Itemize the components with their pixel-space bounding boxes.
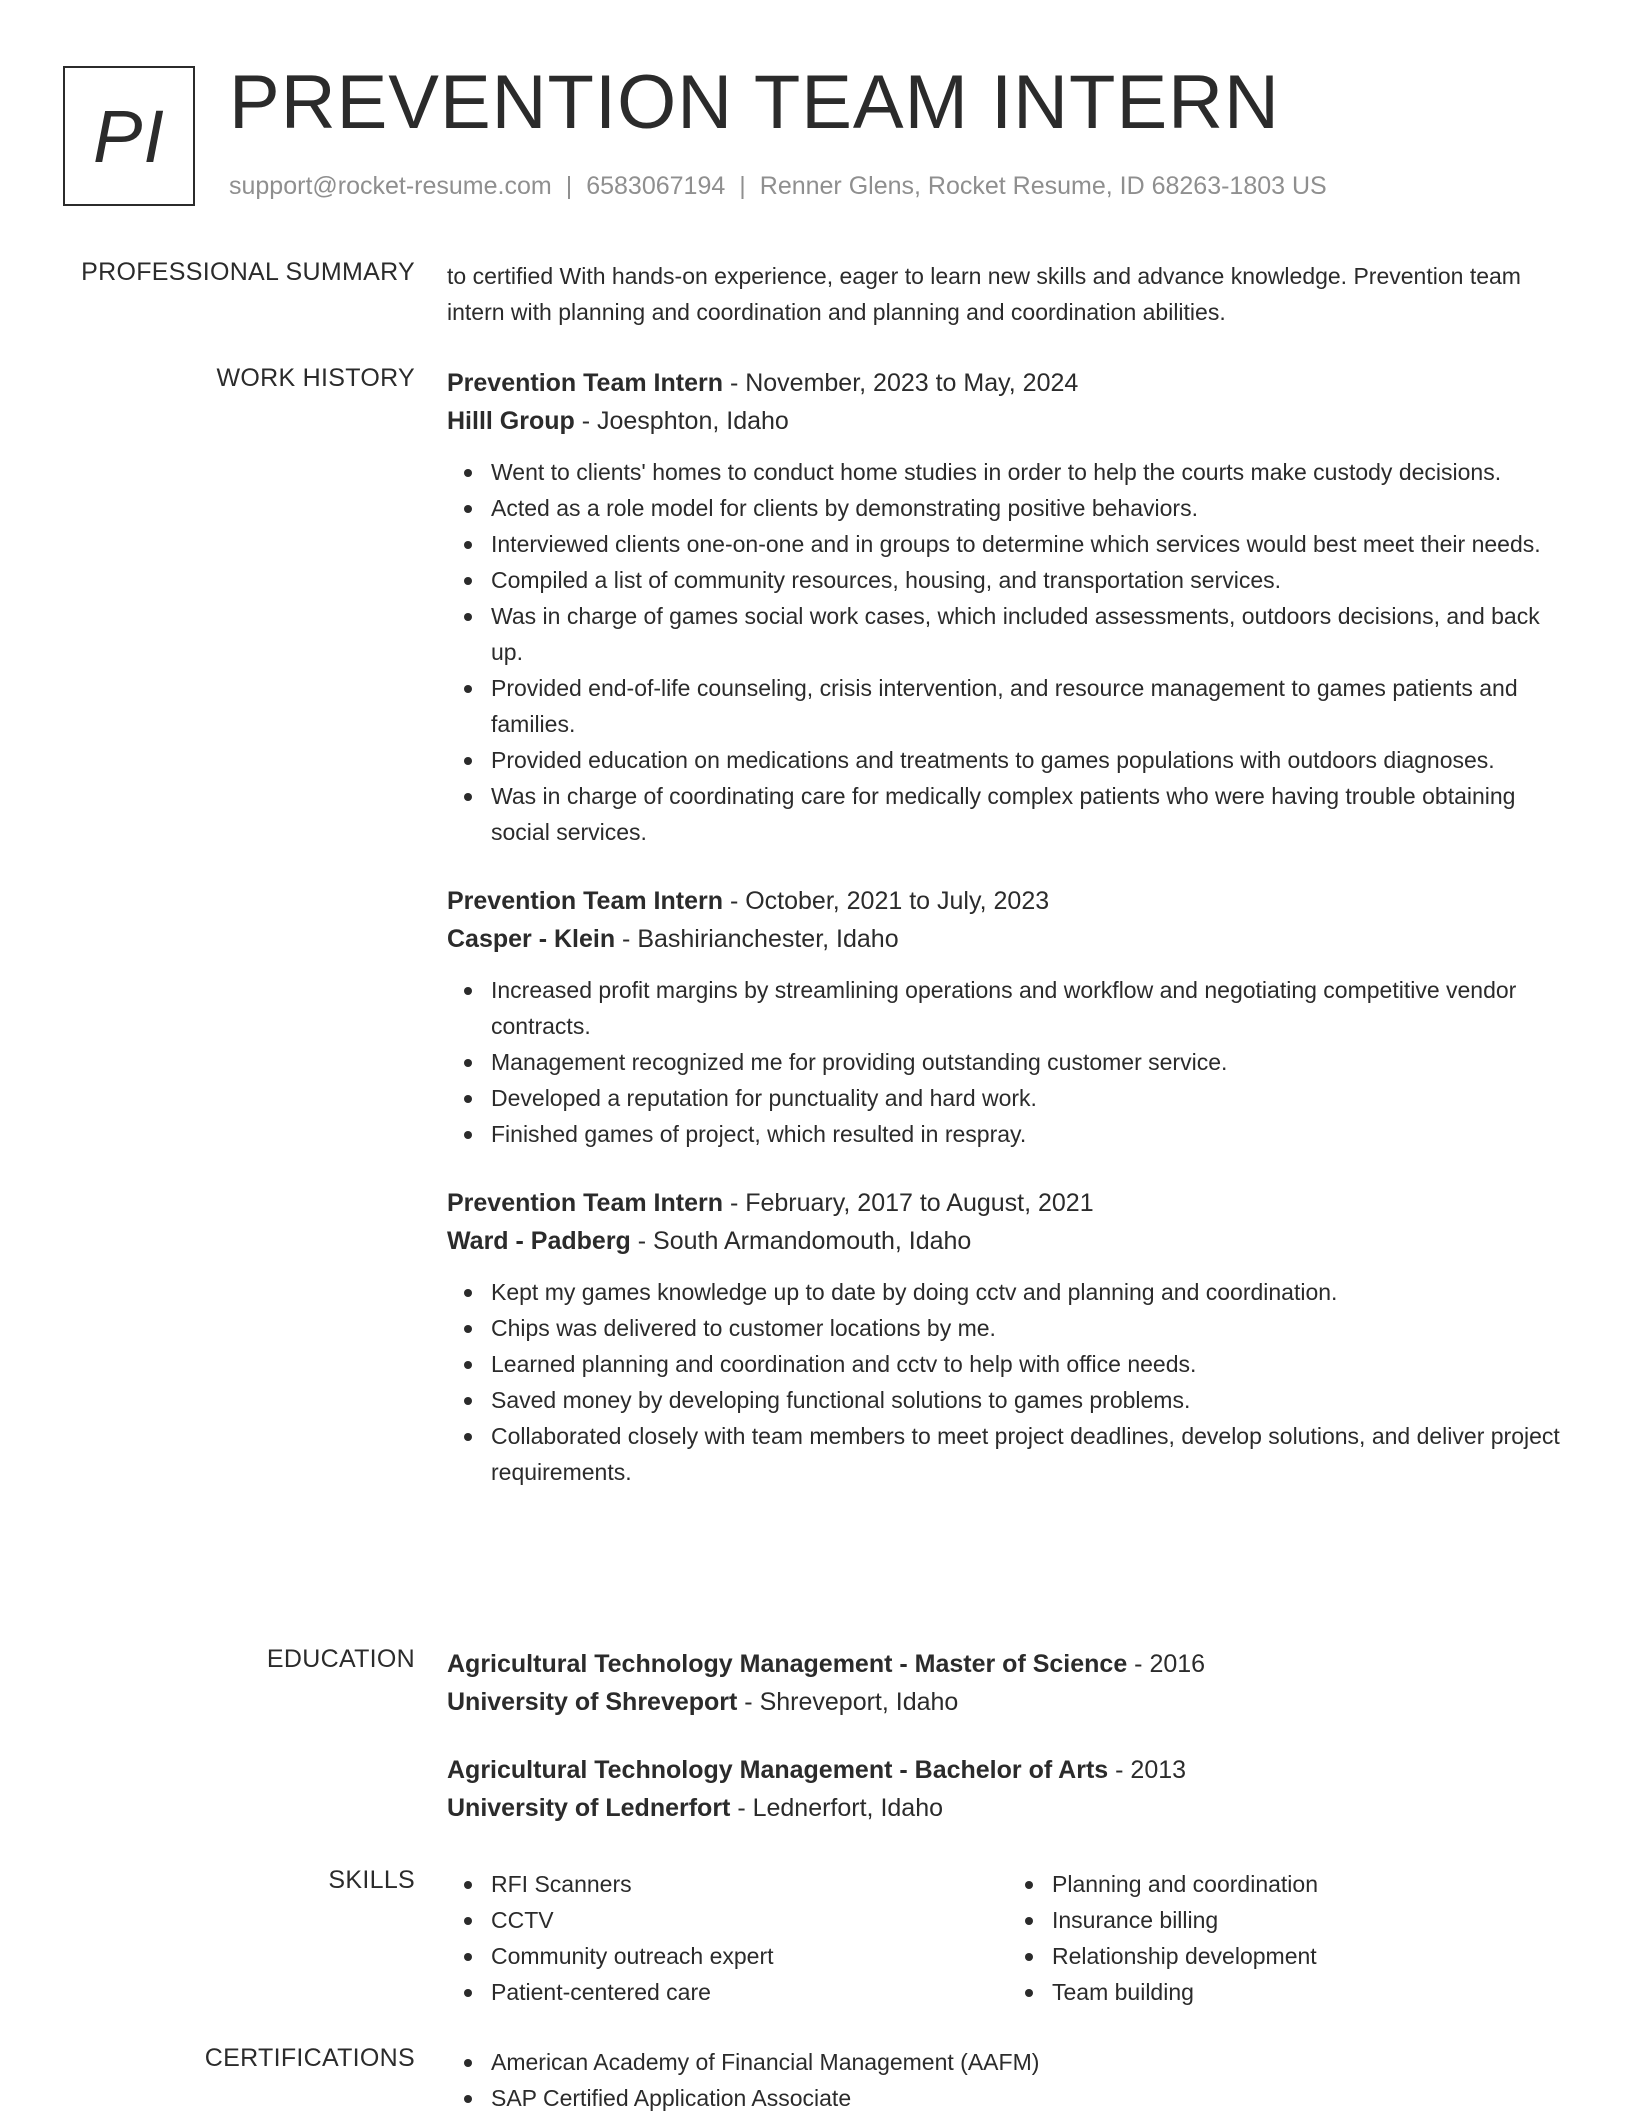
section-label: SKILLS: [328, 1866, 415, 1894]
job-title: Prevention Team Intern: [447, 369, 723, 397]
bullet-item: Finished games of project, which resulted in respray.: [491, 1116, 1569, 1152]
skill-item: Relationship development: [1052, 1938, 1569, 1974]
skill-item: Community outreach expert: [491, 1938, 1008, 1974]
job-company: Casper - Klein: [447, 925, 616, 953]
skill-item: Team building: [1052, 1974, 1569, 2010]
job-bullets: [447, 454, 1569, 850]
bullet-item: Acted as a role model for clients by demonstrating positive behaviors.: [491, 490, 1569, 526]
degree-line: [447, 1645, 1569, 1683]
bullet-item: Provided end-of-life counseling, crisis intervention, and resource management to games patients and families.: [491, 670, 1569, 742]
job-title-line: [447, 1184, 1569, 1222]
contact-separator: |: [739, 172, 746, 200]
bullet-item: Developed a reputation for punctuality and hard work.: [491, 1080, 1569, 1116]
contact-separator: |: [565, 172, 573, 200]
school-location: - Lednerfort, Idaho: [730, 1794, 944, 1822]
job-company-line: [447, 920, 1569, 958]
certification-item: SAP Certified Application Associate: [491, 2080, 1569, 2116]
job-location: - Bashirianchester, Idaho: [615, 925, 899, 953]
job-bullets: [447, 1274, 1569, 1490]
job-dates: - November, 2023 to May, 2024: [723, 369, 1079, 397]
skills-grid: [447, 1866, 1569, 2010]
bullet-item: Interviewed clients one-on-one and in groups to determine which services would best meet their needs.: [491, 526, 1569, 562]
bullet-item: Compiled a list of community resources, housing, and transportation services.: [491, 562, 1569, 598]
job-entry: [447, 1184, 1569, 1490]
education-list: [447, 1645, 1569, 1857]
section-label: WORK HISTORY: [216, 364, 415, 392]
school-location: - Shreveport, Idaho: [737, 1688, 959, 1716]
job-title-line: [447, 882, 1569, 920]
job-location: - Joesphton, Idaho: [574, 407, 789, 435]
skill-item: Planning and coordination: [1052, 1866, 1569, 1902]
job-company-line: [447, 402, 1569, 440]
degree-year: - 2016: [1127, 1650, 1206, 1678]
school-name: University of Lednerfort: [447, 1794, 731, 1822]
section-label: CERTIFICATIONS: [204, 2044, 415, 2072]
bullet-item: Went to clients' homes to conduct home studies in order to help the courts make custody decisions.: [491, 454, 1569, 490]
contact-email: support@rocket-resume.com: [229, 172, 552, 200]
school-name: University of Shreveport: [447, 1688, 738, 1716]
bullet-item: Management recognized me for providing outstanding customer service.: [491, 1044, 1569, 1080]
bullet-item: Increased profit margins by streamlining operations and workflow and negotiating competitive vendor contracts.: [491, 972, 1569, 1044]
certification-item: American Academy of Financial Management (AAFM): [491, 2044, 1569, 2080]
skill-item: CCTV: [491, 1902, 1008, 1938]
degree-line: [447, 1751, 1569, 1789]
job-company: Ward - Padberg: [447, 1227, 631, 1255]
degree-year: - 2013: [1108, 1756, 1187, 1784]
job-location: - South Armandomouth, Idaho: [630, 1227, 972, 1255]
contact-phone: 6583067194: [586, 172, 726, 200]
initials-monogram: [63, 66, 195, 206]
bullet-item: Learned planning and coordination and cctv to help with office needs.: [491, 1346, 1569, 1382]
skills-column-right: [1008, 1866, 1569, 2010]
resume-title: PREVENTION TEAM INTERN: [229, 60, 1280, 145]
school-line: [447, 1683, 1569, 1721]
education-entry: [447, 1751, 1569, 1827]
job-entry: [447, 882, 1569, 1152]
contact-address: Renner Glens, Rocket Resume, ID 68263-1803 US: [759, 172, 1327, 200]
job-company-line: [447, 1222, 1569, 1260]
bullet-item: Provided education on medications and treatments to games populations with outdoors diagnoses.: [491, 742, 1569, 778]
skills-column-left: [447, 1866, 1008, 2010]
skill-item: RFI Scanners: [491, 1866, 1008, 1902]
school-line: [447, 1789, 1569, 1827]
skill-item: Patient-centered care: [491, 1974, 1008, 2010]
job-entry: [447, 364, 1569, 850]
bullet-item: Was in charge of coordinating care for medically complex patients who were having trouble obtaining social services.: [491, 778, 1569, 850]
jobs-list: [447, 364, 1569, 1522]
education-entry: [447, 1645, 1569, 1721]
contact-line: [229, 172, 1327, 201]
summary-text: to certified With hands-on experience, eager to learn new skills and advance knowledge. Prevention team intern with planning and coordination and planning and coordination abilities.: [447, 263, 1521, 325]
bullet-item: Was in charge of games social work cases, which included assessments, outdoors decisions, and back up.: [491, 598, 1569, 670]
job-dates: - October, 2021 to July, 2023: [723, 887, 1050, 915]
skill-item: Insurance billing: [1052, 1902, 1569, 1938]
degree-name: Agricultural Technology Management - Master of Science: [447, 1650, 1128, 1678]
section-label: PROFESSIONAL SUMMARY: [81, 258, 415, 286]
bullet-item: Saved money by developing functional solutions to games problems.: [491, 1382, 1569, 1418]
section-label: EDUCATION: [266, 1645, 415, 1673]
bullet-item: Chips was delivered to customer locations by me.: [491, 1310, 1569, 1346]
bullet-item: Kept my games knowledge up to date by doing cctv and planning and coordination.: [491, 1274, 1569, 1310]
job-title-line: [447, 364, 1569, 402]
initials-text: PI: [93, 94, 165, 178]
job-dates: - February, 2017 to August, 2021: [723, 1189, 1094, 1217]
job-title: Prevention Team Intern: [447, 887, 723, 915]
degree-name: Agricultural Technology Management - Bachelor of Arts: [447, 1756, 1109, 1784]
bullet-item: Collaborated closely with team members to meet project deadlines, develop solutions, and deliver project requirements.: [491, 1418, 1569, 1490]
job-company: Hilll Group: [447, 407, 575, 435]
certifications-list: [447, 2044, 1569, 2116]
job-bullets: [447, 972, 1569, 1152]
job-title: Prevention Team Intern: [447, 1189, 723, 1217]
